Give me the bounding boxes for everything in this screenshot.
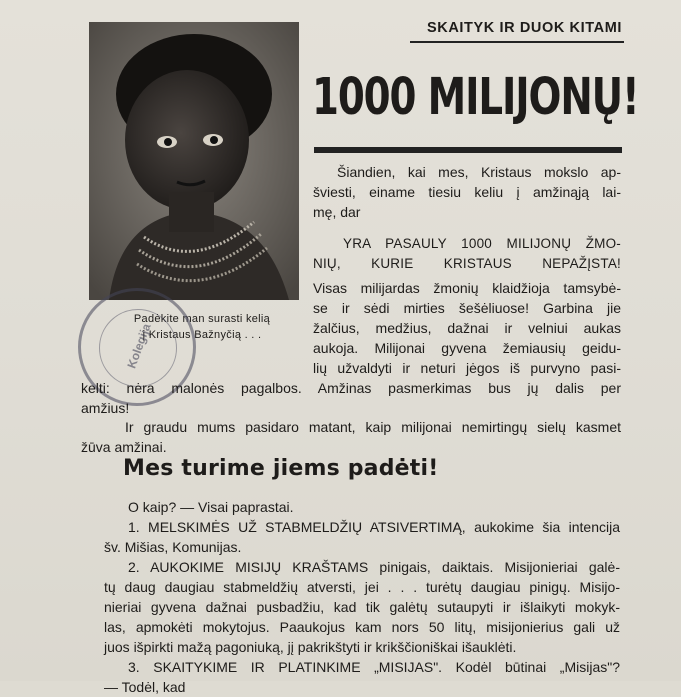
paragraph-line: kelti: nėra malonės pagalbos. Amžinas pasmerkimas bus jų dalis per: [81, 380, 621, 396]
help-list: [104, 497, 620, 697]
list-line: šv. Mišias, Komunijas.: [104, 539, 242, 555]
paragraph-1-wide: [81, 378, 621, 418]
caption-line-1: Padėkite man surasti kelią: [133, 313, 271, 325]
list-line: tų daug daugiau stabmeldžių atversti, jei . . . turėtų daugiau pinigų. Misijo-: [104, 579, 620, 595]
list-line: — Todėl, kad: [104, 679, 186, 695]
paragraph-2: [81, 417, 621, 457]
intro-line: Šiandien, kai mes, Kristaus mokslo ap-: [337, 164, 621, 180]
paragraph-line: lių užvaldyti ir neturi jėgos iš purvyno pasi-: [313, 360, 621, 376]
list-line: 1. MELSKIMĖS UŽ STABMELDŽIŲ ATSIVERTIMĄ, aukokime šia intencija: [128, 519, 620, 535]
highlight-line: YRA PASAULY 1000 MILIJONŲ ŽMO-: [343, 236, 621, 251]
ink-stamp-text: Kolegija: [124, 321, 154, 371]
paragraph-line: se ir sėdi mirties šešėliuose! Garbina jie: [313, 300, 621, 316]
paragraph-line: Ir graudu mums pasidaro matant, kaip milijonai nemirtingų sielų kasmet: [125, 419, 621, 435]
paragraph-1: [313, 278, 621, 378]
paragraph-line: aukoja. Milijonai gyvena žemiausių geidu-: [313, 340, 621, 356]
paragraph-line: žalčius, medžius, dažnai ir velniui aukas: [313, 320, 621, 336]
paragraph-line: Visas milijardas žmonių klaidžioja tamsybė-: [313, 280, 621, 296]
child-photo: [89, 22, 299, 300]
caption-line-2: į Kristaus Bažnyčią . . .: [142, 329, 262, 341]
paragraph-line: amžius!: [81, 400, 130, 416]
intro-line: mę, dar: [313, 204, 361, 220]
list-line: juos išpirkti mažą pagoniuką, jį pakrikštyti ir krikščioniškai išauklėti.: [104, 639, 517, 655]
title-rule: [314, 147, 622, 153]
list-line: 3. SKAITYKIME IR PLATINKIME „MISIJAS". Kodėl būtinai „Misijas"?: [128, 659, 620, 675]
highlight-line: NIŲ, KURIE KRISTAUS NEPAŽĮSTA!: [313, 256, 621, 271]
list-line: 2. AUKOKIME MISIJŲ KRAŠTAMS pinigais, daiktais. Misijonieriai galė-: [128, 559, 620, 575]
child-photo-illustration: [89, 22, 299, 300]
main-title: 1000 MILIJONŲ!: [312, 68, 639, 127]
intro-paragraph: [313, 162, 621, 222]
highlight-paragraph: [313, 234, 621, 274]
intro-line: šviesti, einame tiesiu keliu į amžinąją lai-: [313, 184, 621, 200]
list-line: las, apmokėti mokytojus. Paaukojus kam nors 50 litų, misijonierius gali už: [104, 619, 620, 635]
section-subtitle: Mes turime jiems padėti!: [123, 456, 439, 481]
list-line: O kaip? — Visai paprastai.: [128, 499, 294, 515]
header-tagline: SKAITYK IR DUOK KITAMI: [427, 20, 622, 36]
header-rule: [410, 41, 624, 43]
paragraph-line: žūva amžinai.: [81, 439, 167, 455]
list-line: nieriai gyvena dažnai pusbadžiu, kad tik galėtų sutaupyti ir išlaikyti mokyk-: [104, 599, 620, 615]
